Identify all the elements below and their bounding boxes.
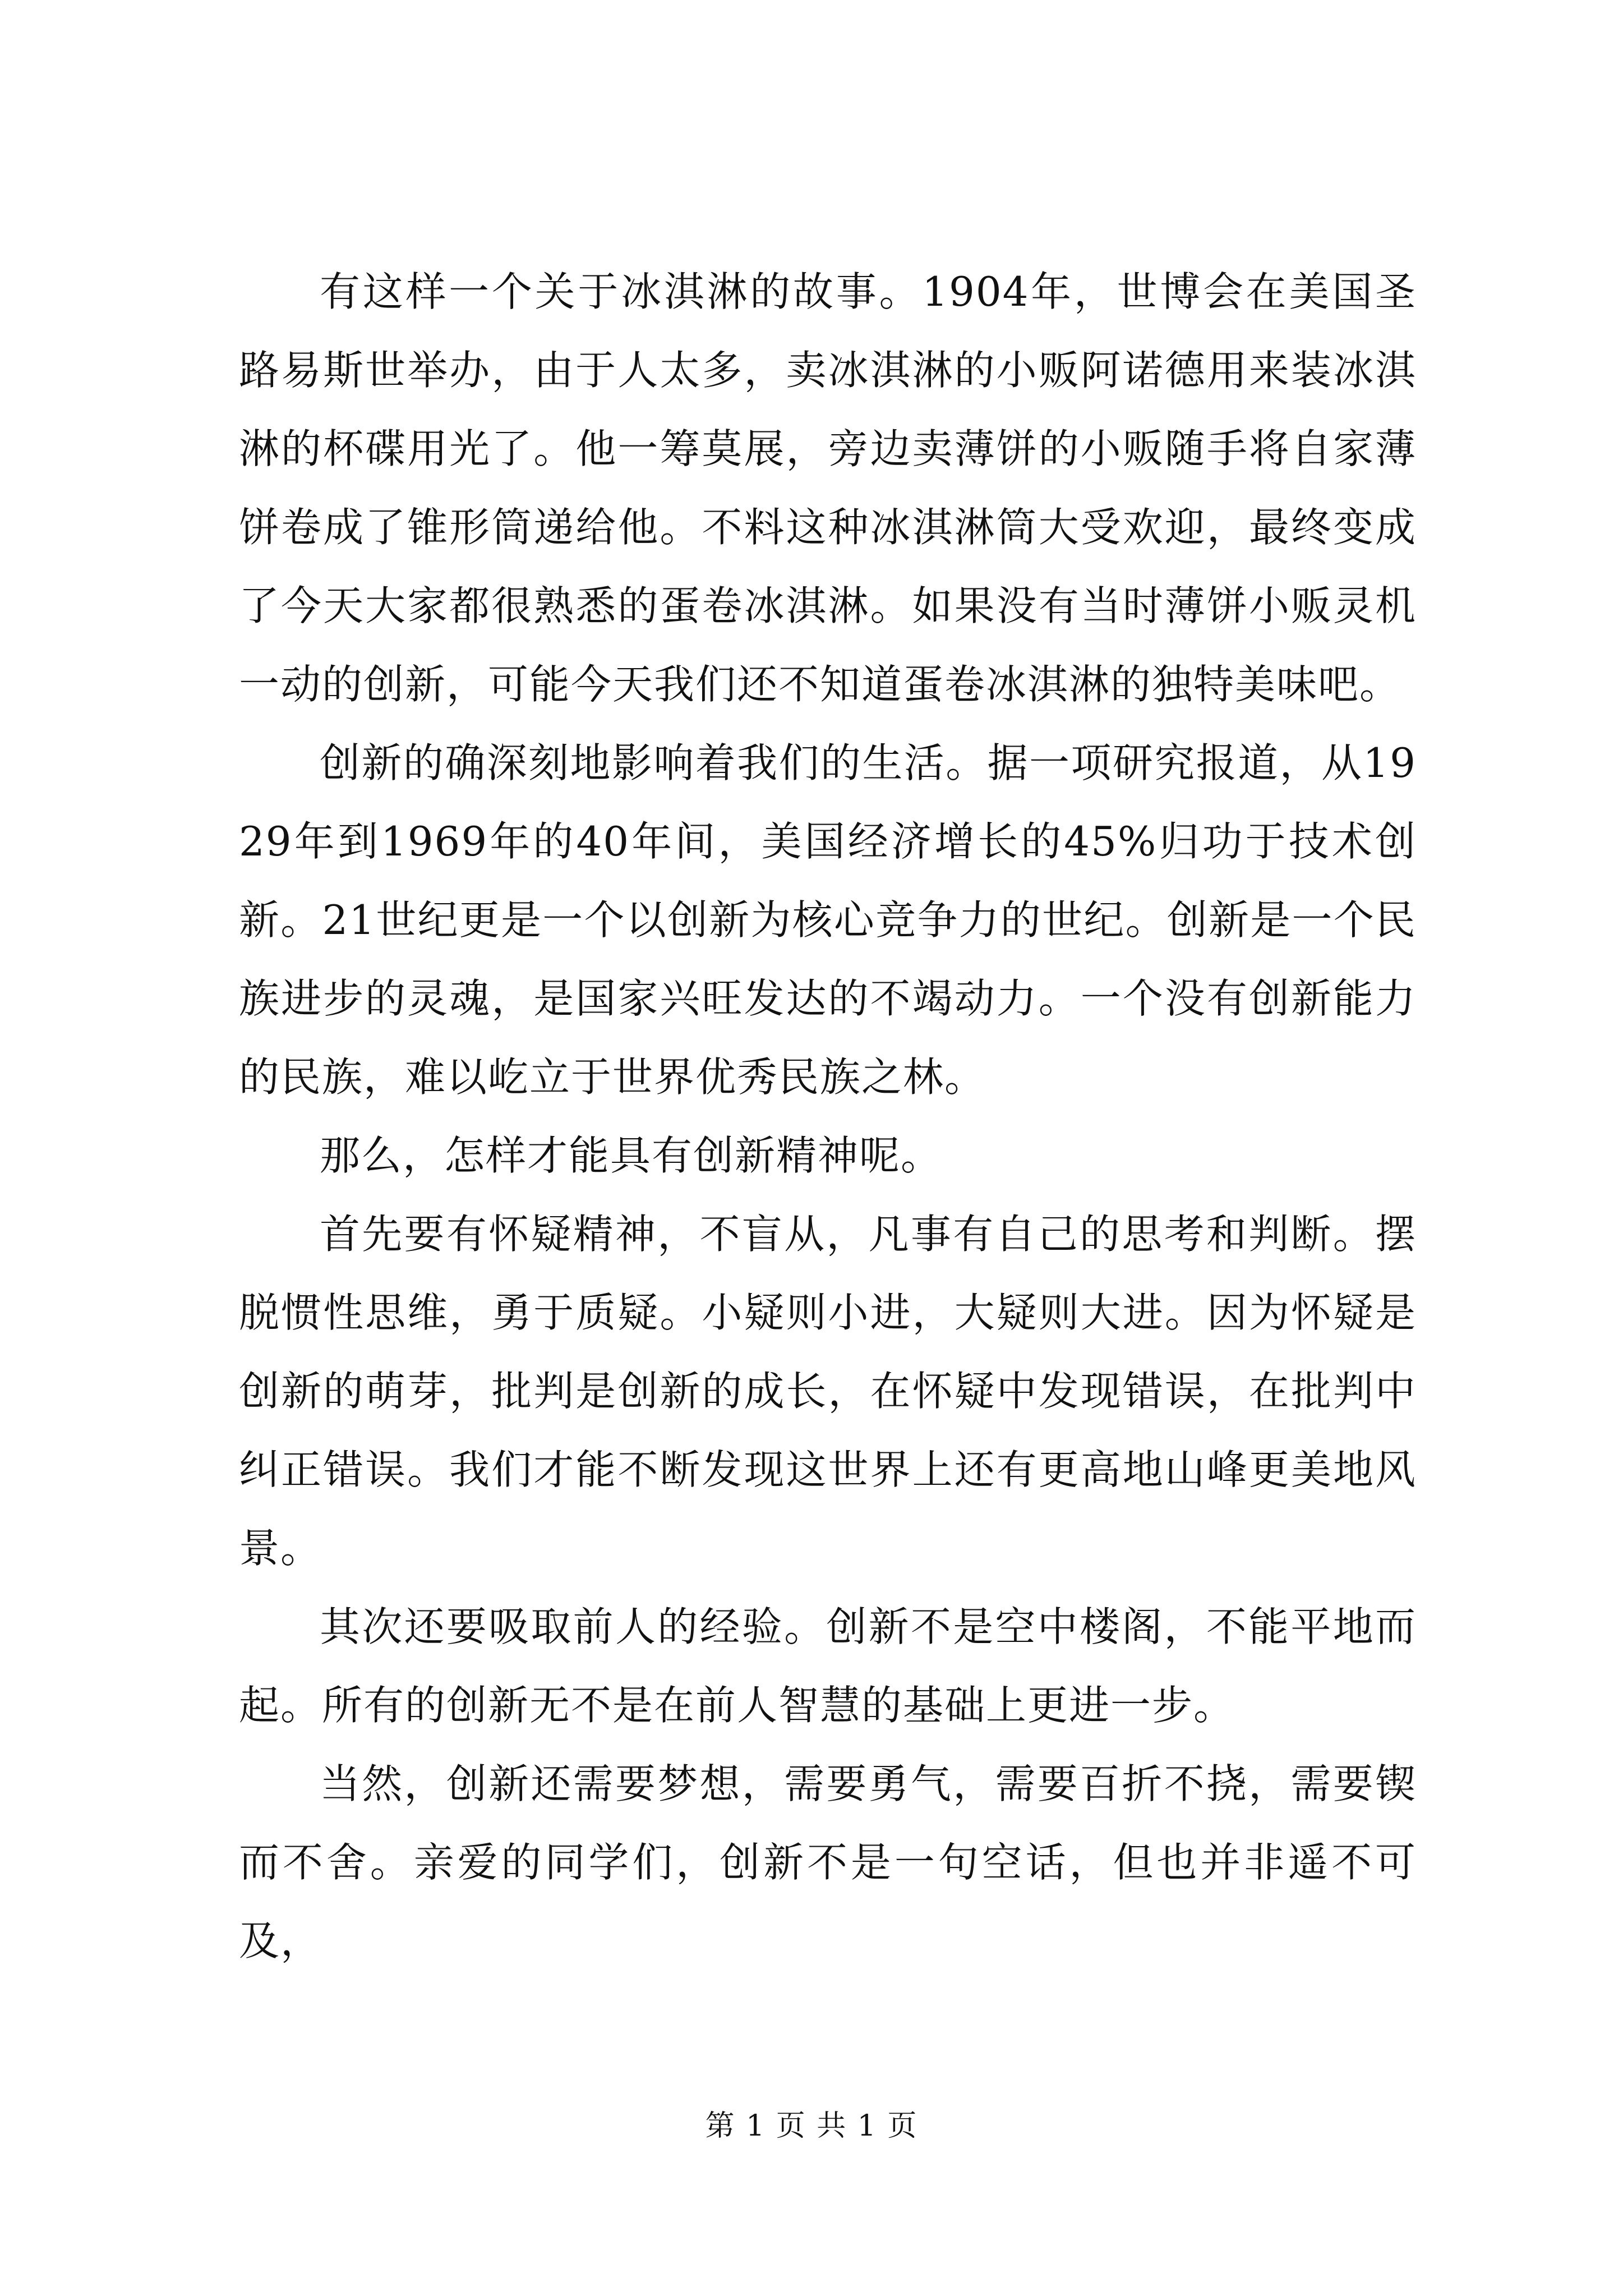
paragraph-dreams-courage: 当然，创新还需要梦想，需要勇气，需要百折不挠，需要锲而不舍。亲爱的同学们，创新不是一句空话，但也并非遥不可及， bbox=[239, 1760, 1417, 1964]
paragraph-ice-cream-story: 有这样一个关于冰淇淋的故事。1904年，世博会在美国圣路易斯世举办，由于人太多，卖冰淇淋的小贩阿诺德用来装冰淇淋的杯碟用光了。他一筹莫展，旁边卖薄饼的小贩随手将自家薄饼卷成了锥形筒递给他。不料这种冰淇淋筒大受欢迎，最终变成了今天大家都很熟悉的蛋卷冰淇淋。如果没有当时薄饼小贩灵机一动的创新，可能今天我们还不知道蛋卷冰淇淋的独特美味吧。 bbox=[239, 268, 1417, 708]
paragraph-predecessors: 其次还要吸取前人的经验。创新不是空中楼阁，不能平地而起。所有的创新无不是在前人智慧的基础上更进一步。 bbox=[239, 1603, 1417, 1729]
paragraph-doubt-spirit: 首先要有怀疑精神，不盲从，凡事有自己的思考和判断。摆脱惯性思维，勇于质疑。小疑则小进，大疑则大进。因为怀疑是创新的萌芽，批判是创新的成长，在怀疑中发现错误，在批判中纠正错误。我们才能不断发现这世界上还有更高地山峰更美地风景。 bbox=[239, 1211, 1417, 1572]
paragraph-innovation-impact: 创新的确深刻地影响着我们的生活。据一项研究报道，从1929年到1969年的40年间，美国经济增长的45%归功于技术创新。21世纪更是一个以创新为核心竞争力的世纪。创新是一个民族进步的灵魂，是国家兴旺发达的不竭动力。一个没有创新能力的民族，难以屹立于世界优秀民族之林。 bbox=[239, 739, 1417, 1101]
page-number-footer: 第 1 页 共 1 页 bbox=[705, 2109, 918, 2143]
paragraph-question: 那么，怎样才能具有创新精神呢。 bbox=[320, 1132, 943, 1179]
document-body bbox=[239, 252, 1417, 1980]
